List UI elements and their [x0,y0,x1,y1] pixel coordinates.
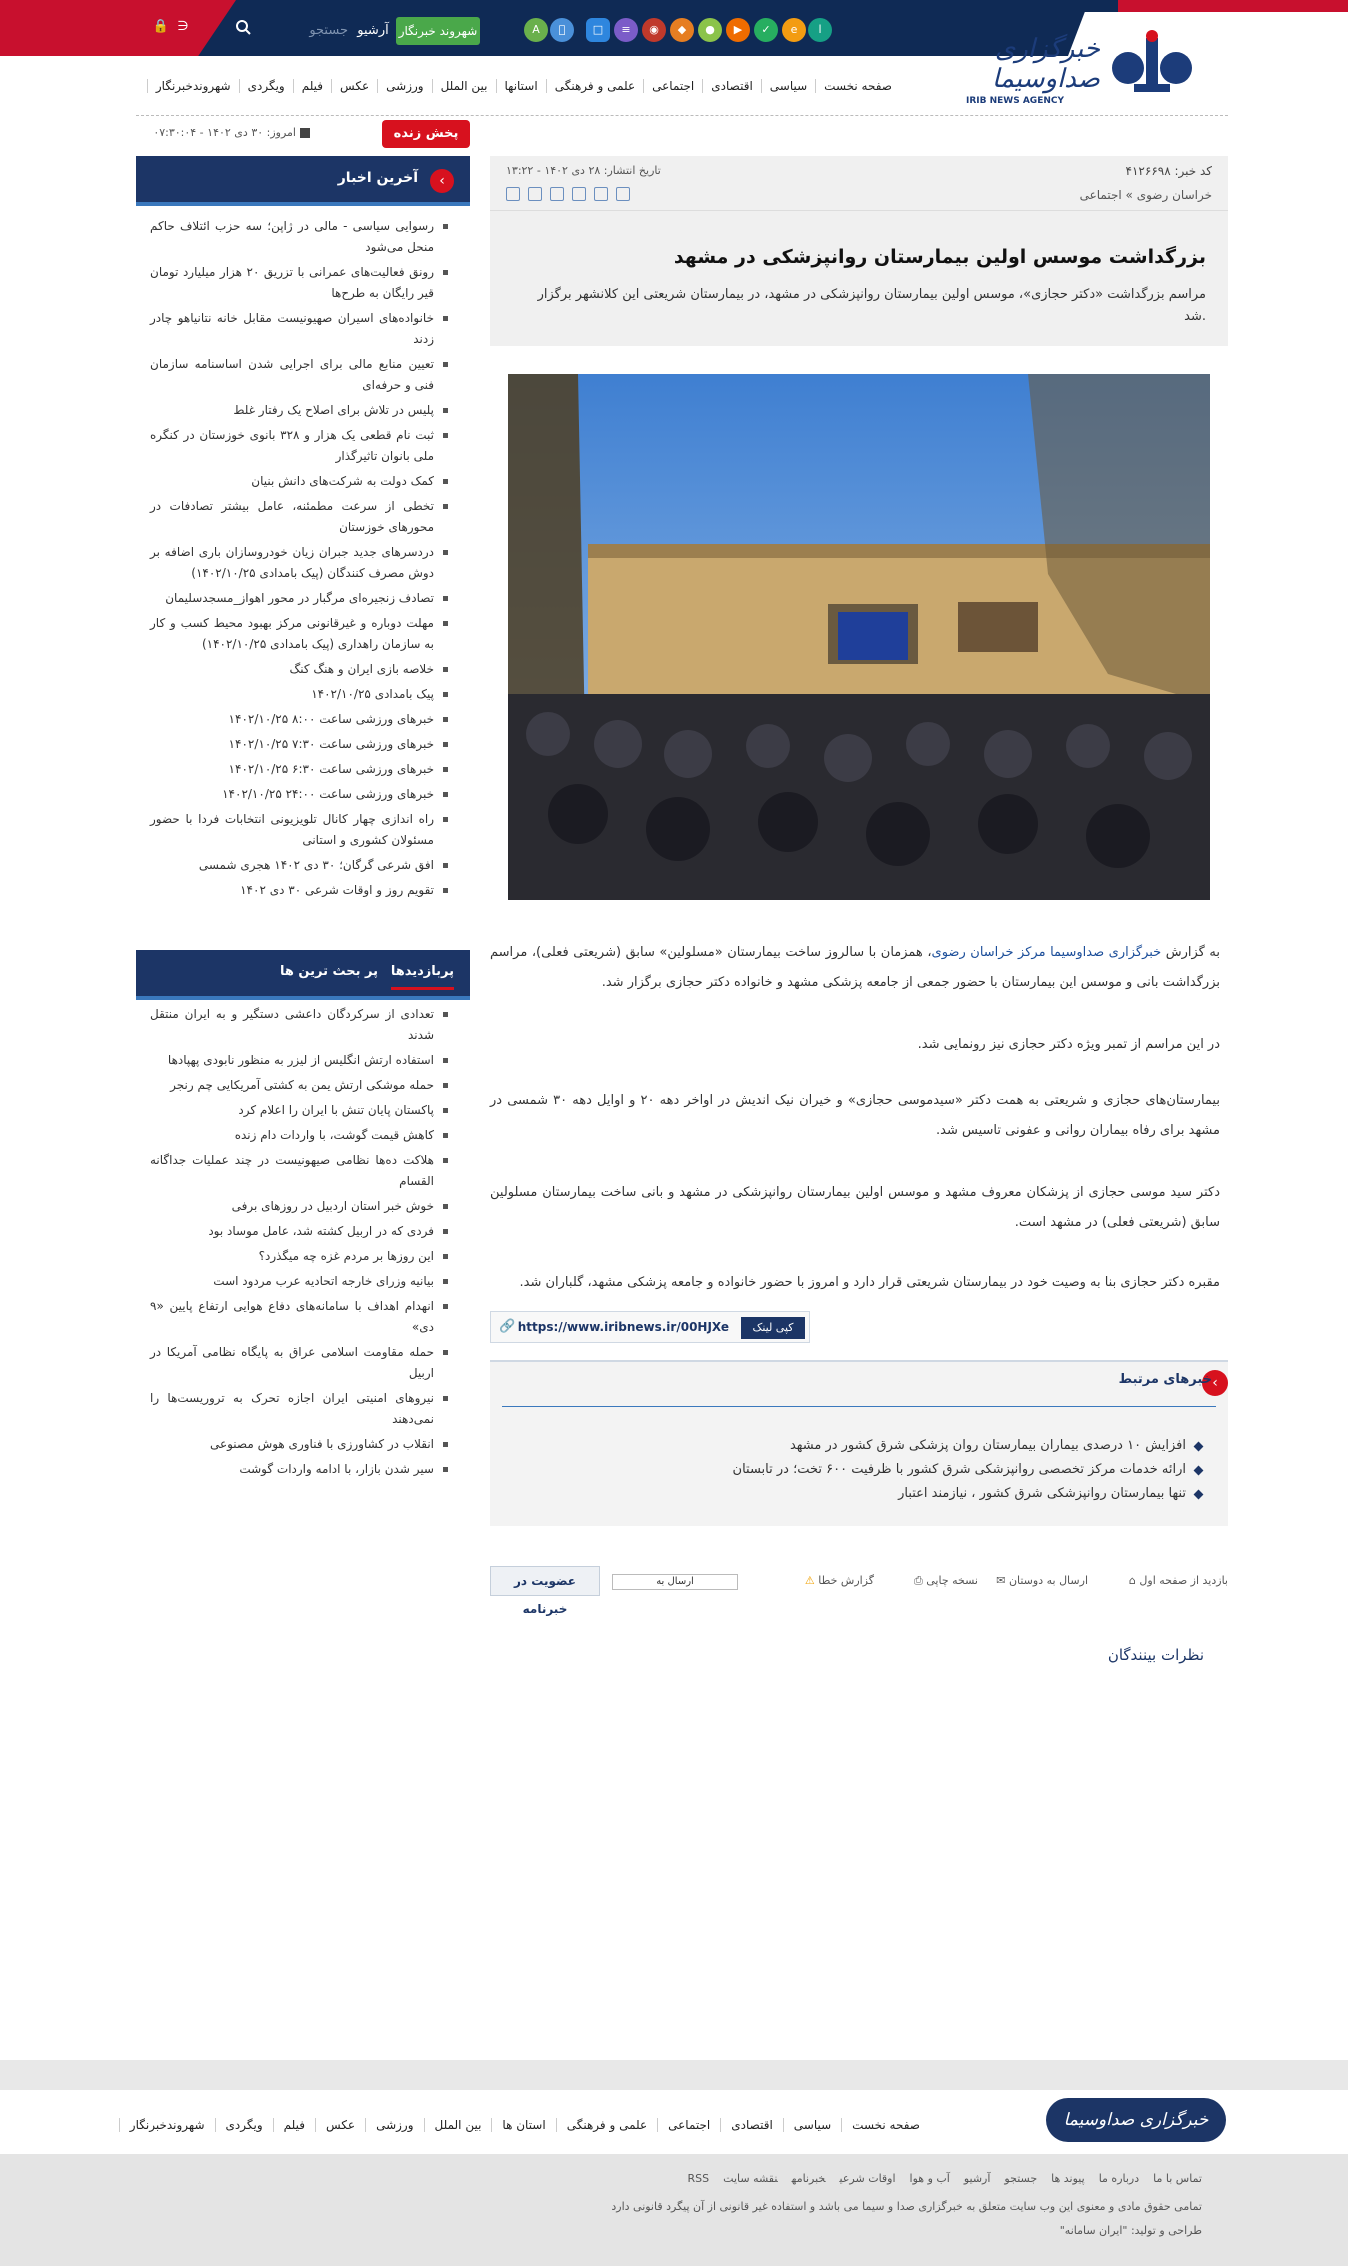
list-item[interactable]: خوش خبر استان اردبیل در روزهای برفی [150,1196,450,1217]
footer-nav-item[interactable]: اجتماعی [657,2118,720,2132]
related-item[interactable]: ارائه خدمات مرکز تخصصی روانپزشکی شرق کشور با ظرفیت ۶۰۰ تخت؛ در تابستان [514,1458,1204,1482]
related-news [490,1360,1228,1526]
footer-link[interactable]: تماس با ما [1153,2172,1202,2185]
list-item[interactable]: رونق فعالیت‌های عمرانی با تزریق ۲۰ هزار میلیارد تومان قیر رایگان به طرح‌ها [150,262,450,304]
live-button[interactable]: پخش زنده [382,120,470,148]
top-bar-red-right [1118,0,1348,12]
list-item[interactable]: خبرهای ورزشی ساعت ۲۴:۰۰ ۱۴۰۲/۱۰/۲۵ [150,784,450,805]
footer-nav-item[interactable]: عکس [315,2118,365,2132]
search-icon[interactable] [234,19,252,37]
tab-most-viewed[interactable]: پربازدیدها [391,964,454,990]
lock-icon[interactable]: 🔒 [152,19,170,34]
list-item[interactable]: نیروهای امنیتی ایران اجازه تحرک به تروریست‌ها را نمی‌دهند [150,1388,450,1430]
article-paragraph-4: دکتر سید موسی حجازی از پزشکان معروف مشهد و موسس اولین بیمارستان روانپزشکی در مشهد و بانی ساخت بیمارستان مسلولین سابق (شریعتی فعلی) در مشهد است. [490,1185,1220,1230]
nav-item[interactable]: علمی و فرهنگی [546,79,643,93]
app-9-icon[interactable]: ا [808,18,832,42]
list-item[interactable]: هلاکت ده‌ها نظامی صیهونیست در چند عملیات جداگانه القسام [150,1150,450,1192]
article-paragraph-1: به گزارش خبرگزاری صداوسیما مرکز خراسان رضوی، همزمان با سالروز ساخت بیمارستان «مسلولین» سابق (شریعتی فعلی)، مراسم بزرگداشت بانی و موسس این بیمارستان با حضور جمعی از جامعه پزشکی مشهد و خانواده دکتر حجازی برگزار شد. [490,945,1221,990]
list-item[interactable]: تخطی از سرعت مطمئنه، عامل بیشتر تصادفات در محورهای خوزستان [150,496,450,538]
list-item[interactable]: سیر شدن بازار، با ادامه واردات گوشت [150,1459,450,1480]
rss-icon[interactable]: ∋ [177,19,189,34]
logo-subtitle: IRIB NEWS AGENCY [966,96,1064,106]
latest-news-title: آخرین اخبار [337,170,418,186]
app-2-icon[interactable]: ≡ [614,18,638,42]
list-item[interactable]: پیک بامدادی ۱۴۰۲/۱۰/۲۵ [150,684,450,705]
nav-item[interactable]: ورزشی [377,79,431,93]
chevron-left-icon[interactable]: ‹ [430,169,454,193]
list-item[interactable]: افق شرعی گرگان؛ ۳۰ دی ۱۴۰۲ هجری شمسی [150,855,450,876]
print-icon[interactable] [506,187,520,201]
article-lead: مراسم بزرگداشت «دکتر حجازی»، موسس اولین بیمارستان روانپزشکی در مشهد، در بیمارستان شریعتی این کلانشهر برگزار شد. [537,287,1206,324]
short-url[interactable]: https://www.iribnews.ir/00HJXe [517,1320,729,1334]
logo-text: خبرگزاری صداوسیما [991,34,1100,94]
latest-news-list [150,216,450,905]
list-item[interactable]: خلاصه بازی ایران و هنگ کنگ [150,659,450,680]
calendar-icon [300,128,310,138]
font-increase-icon[interactable] [616,187,630,201]
send-to-friends-link[interactable]: ✉ ارسال به دوستان [996,1574,1088,1587]
list-item[interactable]: حمله مقاومت اسلامی عراق به پایگاه نظامی آمریکا در اربیل [150,1342,450,1384]
footer-nav-item[interactable]: شهروندخبرنگار [119,2118,215,2132]
footer-nav-item[interactable]: صفحه نخست [841,2118,930,2132]
footer-logo[interactable]: خبرگزاری صداوسیما [1046,2098,1226,2142]
article-header [490,156,1228,346]
footer-link[interactable]: جستجو [1004,2172,1038,2185]
nav-item[interactable]: ویگردی [239,79,293,93]
nav-item[interactable]: اجتماعی [643,79,702,93]
list-item[interactable]: دردسرهای جدید جبران زیان خودروسازان باری اضافه بر دوش مصرف کنندگان (پیک بامدادی ۱۴۰۲/۱۰/۲۵) [150,542,450,584]
footer-nav-item[interactable]: علمی و فرهنگی [556,2118,657,2132]
list-item[interactable]: این روزها بر مردم غزه چه میگذرد؟ [150,1246,450,1267]
footer-bottom [0,2154,1348,2266]
newsletter-join-button[interactable]: عضویت در خبرنامه [490,1566,600,1596]
link-icon: 🔗 [499,1319,516,1334]
home-page-link[interactable]: ⌂ بازدید از صفحه اول [1128,1574,1228,1587]
footer-link[interactable]: نقشه سایت [723,2172,778,2185]
article-title: بزرگداشت موسس اولین بیمارستان روانپزشکی در مشهد [673,246,1206,268]
list-item[interactable]: استفاده ارتش انگلیس از لیزر به منظور نابودی پهپادها [150,1050,450,1071]
nav-item[interactable]: اقتصادی [702,79,761,93]
list-item[interactable]: تعیین منابع مالی برای اجرایی شدن اساسنامه سازمان فنی و حرفه‌ای [150,354,450,396]
main-nav [155,70,900,102]
nav-item[interactable]: استانها [496,79,546,93]
footer-gap [0,2060,1348,2090]
list-item[interactable]: خبرهای ورزشی ساعت ۶:۳۰ ۱۴۰۲/۱۰/۲۵ [150,759,450,780]
list-item[interactable]: فردی که در اربیل کشته شد، عامل موساد بود [150,1221,450,1242]
list-item[interactable]: بیانیه وزرای خارجه اتحادیه عرب مردود است [150,1271,450,1292]
ceremony-photo-illustration [508,374,1210,900]
footer-link[interactable]: آب و هوا [909,2172,950,2185]
list-item[interactable]: تعدادی از سرکردگان داعشی دستگیر و به ایران منتقل شدند [150,1004,450,1046]
list-item[interactable]: خبرهای ورزشی ساعت ۷:۳۰ ۱۴۰۲/۱۰/۲۵ [150,734,450,755]
footer-link[interactable]: خبرنامه [791,2172,826,2185]
nav-item[interactable]: شهروندخبرنگار [147,79,239,93]
app-7-icon[interactable]: ✓ [754,18,778,42]
footer-nav [129,2114,930,2136]
short-link-box [490,1311,810,1343]
top-bar-red-left [0,0,236,56]
tab-most-discussed[interactable]: پر بحث ترین ها [279,964,378,979]
nav-item[interactable]: بین الملل [432,79,496,93]
apple-icon[interactable] [550,18,574,42]
citizen-reporter-button[interactable]: شهروند خبرنگار [396,17,480,45]
list-item[interactable]: رسوایی سیاسی - مالی در ژاپن؛ سه حزب ائتلاف حاکم منحل می‌شود [150,216,450,258]
latest-news-header [136,156,470,206]
related-item[interactable]: افزایش ۱۰ درصدی بیماران بیمارستان روان پزشکی شرق کشور در مشهد [514,1434,1204,1458]
archive-link[interactable]: آرشیو [357,23,389,38]
article-photo[interactable] [508,374,1210,900]
app-6-icon[interactable]: ▶ [726,18,750,42]
list-item[interactable]: ثبت نام قطعی یک هزار و ۳۲۸ بانوی خوزستان در کنگره ملی بانوان تاثیرگذار [150,425,450,467]
footer-nav-item[interactable]: بین الملل [424,2118,492,2132]
warning-icon: ⚠ [804,1574,815,1587]
list-item[interactable]: پاکستان پایان تنش با ایران را اعلام کرد [150,1100,450,1121]
related-divider [502,1406,1216,1407]
footer-nav-item[interactable]: اقتصادی [720,2118,783,2132]
list-item[interactable]: خانواده‌های اسیران صهیونیست مقابل خانه نتانیاهو چادر زدند [150,308,450,350]
site-logo[interactable] [960,24,1200,104]
copy-link-button[interactable]: کپی لینک [741,1317,805,1339]
footer-nav-item[interactable]: استان ها [491,2118,555,2132]
footer-nav-item[interactable]: سیاسی [783,2118,841,2132]
related-news-title: خبرهای مرتبط [1118,1372,1212,1387]
comments-title: نظرات بینندگان [1107,1646,1204,1664]
font-decrease-icon[interactable] [572,187,586,201]
footer-link[interactable]: پیوند ها [1051,2172,1085,2185]
save-icon[interactable] [550,187,564,201]
app-5-icon[interactable]: ● [698,18,722,42]
list-item[interactable]: حمله موشکی ارتش یمن به کشتی آمریکایی چم رنجر [150,1075,450,1096]
list-item[interactable]: کمک دولت به شرکت‌های دانش بنیان [150,471,450,492]
footer-links [674,2172,1202,2185]
search-input[interactable]: جستجو [309,23,348,38]
email-icon[interactable] [528,187,542,201]
breadcrumb[interactable]: خراسان رضوی » اجتماعی [1079,188,1212,202]
app-8-icon[interactable]: e [782,18,806,42]
header-divider [136,115,1228,116]
nav-item[interactable]: فیلم [293,79,331,93]
footer-link[interactable]: اوقات شرعی [839,2172,896,2185]
footer-nav-item[interactable]: ورزشی [365,2118,423,2132]
footer-nav-item[interactable]: ویگردی [215,2118,273,2132]
footer-link[interactable]: آرشیو [963,2172,991,2185]
article-paragraph-5: مقبره دکتر حجازی بنا به وصیت خود در بیمارستان شریعتی قرار دارد و امروز با حضور خانواده و جامعه پزشکی مشهد، گلباران شد. [519,1275,1220,1290]
article-paragraph-2: در این مراسم از تمبر ویژه دکتر حجازی نیز رونمایی شد. [917,1037,1220,1052]
nav-item[interactable]: سیاسی [761,79,815,93]
list-item[interactable]: پلیس در تلاش برای اصلاح یک رفتار غلط [150,400,450,421]
font-reset-icon[interactable] [594,187,608,201]
nav-item[interactable]: صفحه نخست [815,79,900,93]
list-item[interactable]: راه اندازی چهار کانال تلویزیونی انتخابات فردا با حضور مسئولان کشوری و استانی [150,809,450,851]
header-separator [490,210,1228,211]
list-item[interactable]: تقویم روز و اوقات شرعی ۳۰ دی ۱۴۰۲ [150,880,450,901]
nav-item[interactable]: عکس [331,79,377,93]
irib-emblem-icon [1104,28,1200,104]
today-date: امروز: ۳۰ دی ۱۴۰۲ - ۰۷:۳۰:۰۴ [150,126,310,139]
list-item[interactable]: انقلاب در کشاورزی با فناوری هوش مصنوعی [150,1434,450,1455]
report-error-link[interactable]: ⚠ گزارش خطا [804,1574,874,1587]
footer-nav-item[interactable]: فیلم [273,2118,315,2132]
related-item[interactable]: تنها بیمارستان روانپزشکی شرق کشور ، نیازمند اعتبار [514,1482,1204,1506]
print-version-link[interactable]: ⎙ نسخه چاپی [913,1574,978,1587]
list-item[interactable]: تصادف زنجیره‌ای مرگبار در محور اهواز_مسجدسلیمان [150,588,450,609]
publish-date: تاریخ انتشار: ۲۸ دی ۱۴۰۲ - ۱۳:۲۲ [506,164,661,177]
popular-list [150,1004,450,1484]
list-item[interactable]: مهلت دوباره و غیرقانونی مرکز بهبود محیط کسب و کار به سازمان راهداری (پیک بامدادی ۱۴۰۲/۱۰/۲۵) [150,613,450,655]
popular-header [136,950,470,1000]
news-code: کد خبر: ۴۱۲۶۶۹۸ [1125,164,1212,178]
app-4-icon[interactable]: ◆ [670,18,694,42]
chevron-left-icon: ‹ [1202,1370,1228,1396]
footer-link[interactable]: RSS [687,2172,710,2185]
share-button[interactable]: ارسال به [612,1574,738,1590]
app-3-icon[interactable]: ◉ [642,18,666,42]
list-item[interactable]: انهدام اهداف با سامانه‌های دفاع هوایی ارتفاع پایین «۹ دی» [150,1296,450,1338]
source-link[interactable]: خبرگزاری صداوسیما مرکز خراسان رضوی [931,945,1162,960]
footer-link[interactable]: درباره ما [1098,2172,1140,2185]
article-paragraph-3: بیمارستان‌های حجازی و شریعتی به همت دکتر «سیدموسی حجازی» و خیران نیک اندیش در اواخر دهه ۲۰ و اوایل دهه ۳۰ شمسی در مشهد برای رفاه بیماران روانی و عفونی تاسیس شد. [490,1093,1220,1138]
list-item[interactable]: کاهش قیمت گوشت، با واردات دام زنده [150,1125,450,1146]
list-item[interactable]: خبرهای ورزشی ساعت ۸:۰۰ ۱۴۰۲/۱۰/۲۵ [150,709,450,730]
copyright: تمامی حقوق مادی و معنوی این وب سایت متعلق به خبرگزاری صدا و سیما می باشد و استفاده غیر قانونی از آن پیگرد قانونی دارد [611,2200,1202,2213]
made-by: طراحی و تولید: "ایران سامانه" [1059,2224,1202,2237]
app-1-icon[interactable]: □ [586,18,610,42]
android-icon[interactable]: A [524,18,548,42]
related-news-list [514,1434,1204,1506]
article-actions [490,1566,1228,1616]
article-tools [506,186,676,204]
